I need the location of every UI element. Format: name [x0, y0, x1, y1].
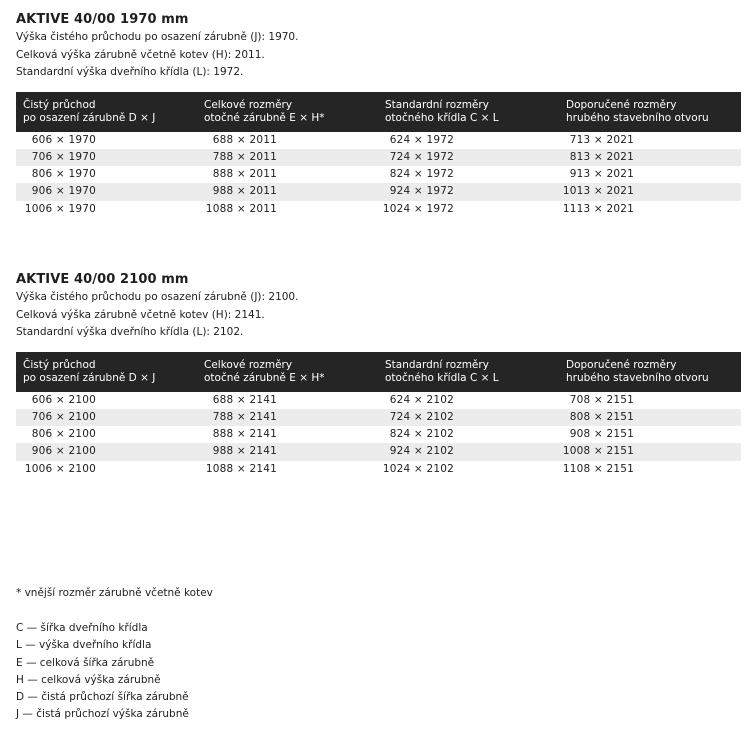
- cell-door-leaf: 624 × 2102: [389, 393, 454, 406]
- dimensions-table: [16, 92, 741, 218]
- cell-rough-opening: 1108 × 2151: [562, 462, 634, 475]
- meta-line: Standardní výška dveřního křídla (L): 1972.: [16, 66, 244, 78]
- cell-clear-opening: 906 × 2100: [31, 445, 96, 458]
- cell-rough-opening: 1113 × 2021: [562, 202, 634, 215]
- header-cell: Celkové rozměry otočné zárubně E × H*: [204, 358, 325, 384]
- cell-door-leaf: 624 × 1972: [389, 133, 454, 146]
- table-row: [16, 443, 741, 460]
- cell-clear-opening: 806 × 2100: [31, 428, 96, 441]
- cell-rough-opening: 908 × 2151: [569, 428, 634, 441]
- cell-clear-opening: 606 × 2100: [31, 393, 96, 406]
- table-row: [16, 183, 741, 200]
- section-title: AKTIVE 40/00 1970 mm: [16, 12, 189, 27]
- cell-clear-opening: 706 × 2100: [31, 410, 96, 423]
- cell-door-leaf: 924 × 2102: [389, 445, 454, 458]
- cell-clear-opening: 806 × 1970: [31, 168, 96, 181]
- cell-rough-opening: 1008 × 2151: [562, 445, 634, 458]
- header-cell: Standardní rozměry otočného křídla C × L: [385, 358, 499, 384]
- cell-clear-opening: 1006 × 1970: [24, 202, 96, 215]
- header-cell: Celkové rozměry otočné zárubně E × H*: [204, 98, 325, 124]
- notes: [16, 585, 213, 724]
- dimensions-table: [16, 352, 741, 478]
- cell-frame-overall: 788 × 2141: [212, 410, 277, 423]
- footnote: * vnější rozměr zárubně včetně kotev: [16, 587, 213, 599]
- cell-door-leaf: 824 × 1972: [389, 168, 454, 181]
- legend-item: H — celková výška zárubně: [16, 673, 161, 686]
- cell-frame-overall: 1088 × 2141: [205, 462, 277, 475]
- cell-frame-overall: 988 × 2141: [212, 445, 277, 458]
- section-title: AKTIVE 40/00 2100 mm: [16, 272, 189, 287]
- cell-rough-opening: 913 × 2021: [569, 168, 634, 181]
- cell-frame-overall: 688 × 2011: [212, 133, 277, 146]
- legend-item: J — čistá průchozí výška zárubně: [16, 708, 189, 721]
- legend-item: D — čistá průchozí šířka zárubně: [16, 691, 189, 704]
- cell-rough-opening: 808 × 2151: [569, 410, 634, 423]
- table-row: [16, 426, 741, 443]
- cell-frame-overall: 988 × 2011: [212, 185, 277, 198]
- cell-frame-overall: 888 × 2011: [212, 168, 277, 181]
- cell-door-leaf: 724 × 1972: [389, 150, 454, 163]
- legend-item: E — celková šířka zárubně: [16, 656, 155, 669]
- header-cell: Doporučené rozměry hrubého stavebního otvoru: [566, 98, 709, 124]
- section-1970: [16, 11, 741, 218]
- header-cell: Čistý průchod po osazení zárubně D × J: [23, 358, 156, 384]
- section-2100: [16, 271, 741, 478]
- meta-line: Celková výška zárubně včetně kotev (H): 2141.: [16, 308, 265, 321]
- cell-door-leaf: 924 × 1972: [389, 185, 454, 198]
- cell-rough-opening: 713 × 2021: [569, 133, 634, 146]
- table-row: [16, 392, 741, 409]
- cell-frame-overall: 1088 × 2011: [205, 202, 277, 215]
- header-cell: Standardní rozměry otočného křídla C × L: [385, 98, 499, 124]
- cell-frame-overall: 688 × 2141: [212, 393, 277, 406]
- cell-door-leaf: 824 × 2102: [389, 428, 454, 441]
- cell-rough-opening: 708 × 2151: [569, 393, 634, 406]
- meta-line: Výška čistého průchodu po osazení zárubně (J): 2100.: [16, 291, 299, 303]
- cell-door-leaf: 1024 × 2102: [382, 462, 454, 475]
- cell-door-leaf: 1024 × 1972: [382, 202, 454, 215]
- cell-clear-opening: 1006 × 2100: [24, 462, 96, 475]
- cell-door-leaf: 724 × 2102: [389, 410, 454, 423]
- cell-clear-opening: 706 × 1970: [31, 150, 96, 163]
- table-row: [16, 201, 741, 218]
- cell-frame-overall: 888 × 2141: [212, 428, 277, 441]
- table-row: [16, 132, 741, 149]
- legend-item: L — výška dveřního křídla: [16, 639, 152, 652]
- table-row: [16, 409, 741, 426]
- table-row: [16, 461, 741, 478]
- cell-rough-opening: 813 × 2021: [569, 150, 634, 163]
- table-header: [16, 352, 741, 392]
- table-header: [16, 92, 741, 132]
- cell-rough-opening: 1013 × 2021: [562, 185, 634, 198]
- table-row: [16, 149, 741, 166]
- meta-line: Standardní výška dveřního křídla (L): 2102.: [16, 326, 244, 338]
- meta-line: Celková výška zárubně včetně kotev (H): 2011.: [16, 48, 265, 61]
- meta-line: Výška čistého průchodu po osazení zárubně (J): 1970.: [16, 31, 299, 43]
- legend-item: C — šířka dveřního křídla: [16, 622, 148, 634]
- cell-frame-overall: 788 × 2011: [212, 150, 277, 163]
- cell-clear-opening: 606 × 1970: [31, 133, 96, 146]
- header-cell: Čistý průchod po osazení zárubně D × J: [23, 98, 156, 124]
- table-row: [16, 166, 741, 183]
- header-cell: Doporučené rozměry hrubého stavebního otvoru: [566, 358, 709, 384]
- cell-clear-opening: 906 × 1970: [31, 185, 96, 198]
